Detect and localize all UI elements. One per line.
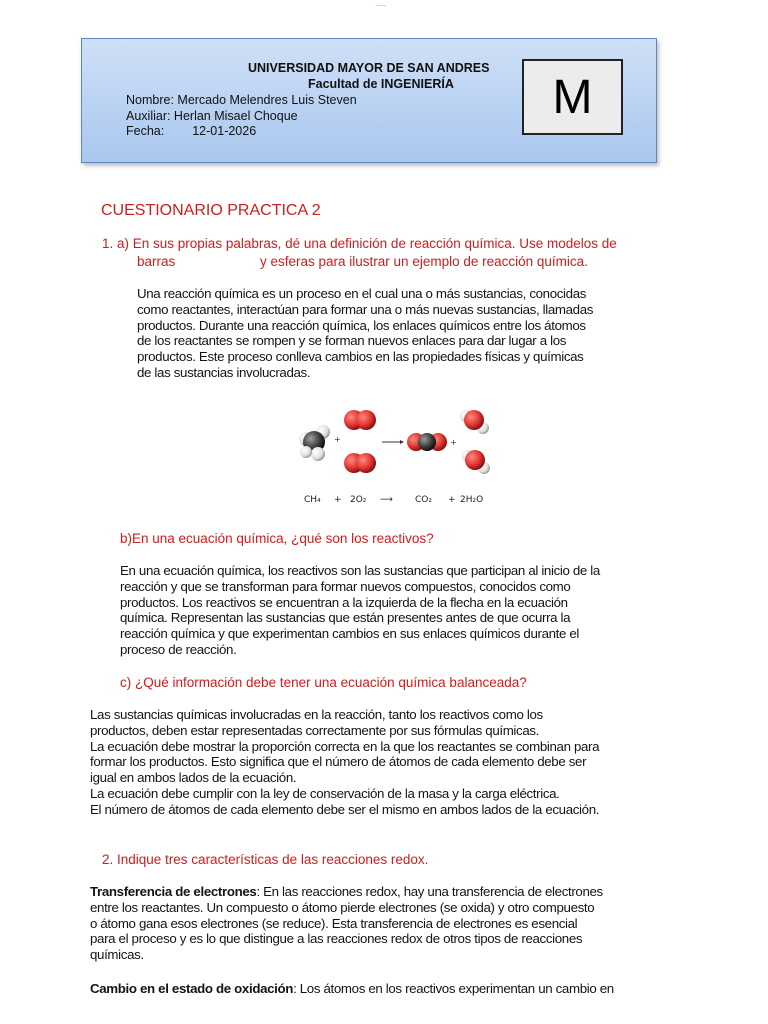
- date-value: 12-01-2026: [192, 124, 257, 138]
- equation-ch4: CH₄: [304, 495, 321, 505]
- equation-h2o: 2H₂O: [460, 495, 484, 505]
- answer-line: para el proceso y es lo que distingue a las reacciones redox de otros tipos de reacciones: [90, 931, 583, 947]
- answer-line: La ecuación debe mostrar la proporción correcta en la que los reactantes se combinan para: [90, 738, 600, 754]
- answer-line: proceso de reacción.: [120, 641, 237, 657]
- equation-plus: +: [334, 495, 342, 505]
- question-1a-line2b: y esferas para ilustrar un ejemplo de reacción química.: [260, 254, 588, 269]
- answer-line: reacción química y que experimentan cambios en sus enlaces químicos durante el: [120, 626, 580, 642]
- answer-line: igual en ambos lados de la ecuación.: [90, 770, 297, 786]
- answer-line: productos. Los reactivos se encuentran a la izquierda de la flecha en la ecuación: [120, 594, 568, 610]
- plus-sign: +: [334, 435, 341, 444]
- answer-line: de los reactantes se rompen y se forman nuevos enlaces para dar lugar a los: [137, 333, 567, 349]
- answer-text: : En las reacciones redox, hay una transferencia de electrones: [256, 884, 603, 899]
- answer-line: como reactantes, interactúan para formar una o más nuevas sustancias, llamadas: [137, 301, 594, 317]
- question-1a-line2a: barras: [137, 254, 176, 269]
- answer-1c: [90, 707, 599, 818]
- answer-line: química. Representan las sustancias que están presentes antes de que ocurra la: [120, 610, 571, 626]
- answer-line: o átomo gana esos electrones (se reduce). Esta transferencia de electrones es esencial: [90, 915, 578, 931]
- answer-1a: [137, 286, 593, 381]
- answer-2-paragraph-2: [90, 981, 614, 997]
- answer-line: Una reacción química es un proceso en el cual una o más sustancias, conocidas: [137, 286, 587, 301]
- answer-2-paragraph-1: [90, 884, 603, 963]
- student-name: Nombre: Mercado Melendres Luis Steven: [126, 93, 357, 107]
- answer-line: químicas.: [90, 947, 144, 963]
- answer-line: En una ecuación química, los reactivos son las sustancias que participan al inicio de la: [120, 563, 600, 578]
- answer-line: productos. Este proceso conlleva cambios en las propiedades físicas y químicas: [137, 349, 584, 365]
- answer-line: El número de átomos de cada elemento debe ser el mismo en ambos lados de la ecuación.: [90, 801, 600, 817]
- question-1b: b)En una ecuación química, ¿qué son los reactivos?: [120, 531, 434, 546]
- answer-line: reacción y que se transforman para formar nuevos compuestos, conocidos como: [120, 578, 571, 594]
- equation-co2: CO₂: [415, 495, 432, 505]
- oxygen-molecule-icon: [344, 453, 376, 473]
- logo-letter: M: [552, 70, 593, 124]
- answer-line: La ecuación debe cumplir con la ley de conservación de la masa y la carga eléctrica.: [90, 785, 560, 801]
- equation-plus: +: [448, 495, 456, 505]
- answer-text: : Los átomos en los reactivos experimentan un cambio en: [293, 981, 614, 996]
- answer-line: [90, 884, 603, 900]
- plus-sign: +: [450, 438, 457, 447]
- answer-line: Las sustancias químicas involucradas en la reacción, tanto los reactivos como los: [90, 707, 543, 722]
- logo-badge: [522, 59, 623, 135]
- answer-term: Cambio en el estado de oxidación: [90, 981, 294, 996]
- question-2: 2. Indique tres características de las reacciones redox.: [102, 852, 429, 867]
- oxygen-molecule-icon: [344, 410, 376, 430]
- water-molecule-icon: [462, 450, 490, 474]
- equation-o2: 2O₂: [350, 495, 367, 505]
- equation-arrow: ⟶: [380, 495, 393, 505]
- answer-line: productos, deben estar representadas correctamente por sus fórmulas químicas.: [90, 722, 540, 738]
- question-1a-line1: 1. a) En sus propias palabras, dé una definición de reacción química. Use modelos de: [102, 236, 617, 251]
- answer-line: entre los reactantes. Un compuesto o átomo pierde electrones (se oxida) y otro compuesto: [90, 899, 595, 915]
- faculty-name: Facultad de INGENIERÍA: [308, 77, 454, 91]
- methane-molecule-icon: [299, 425, 330, 461]
- question-1c: c) ¿Qué información debe tener una ecuación química balanceada?: [120, 675, 527, 690]
- university-name: UNIVERSIDAD MAYOR DE SAN ANDRES: [248, 61, 490, 75]
- reaction-model-illustration: [296, 402, 496, 512]
- answer-line: productos. Durante una reacción química, los enlaces químicos entre los átomos: [137, 317, 586, 333]
- arrow-head-icon: [400, 440, 404, 444]
- date-label: Fecha:: [126, 124, 165, 138]
- auxiliar-name: Auxiliar: Herlan Misael Choque: [126, 109, 298, 123]
- answer-line: de las sustancias involucradas.: [137, 364, 311, 380]
- answer-line: formar los productos. Esto significa que el número de átomos de cada elemento debe ser: [90, 754, 587, 770]
- header-banner: [81, 38, 657, 163]
- answer-term: Transferencia de electrones: [90, 884, 257, 899]
- water-molecule-icon: [460, 410, 489, 434]
- answer-line: [90, 981, 614, 997]
- page-title: CUESTIONARIO PRACTICA 2: [101, 202, 321, 219]
- page-mark: ___: [376, 0, 387, 6]
- date-line: [126, 124, 256, 138]
- carbon-dioxide-molecule-icon: [407, 433, 447, 451]
- answer-1b: [120, 563, 600, 658]
